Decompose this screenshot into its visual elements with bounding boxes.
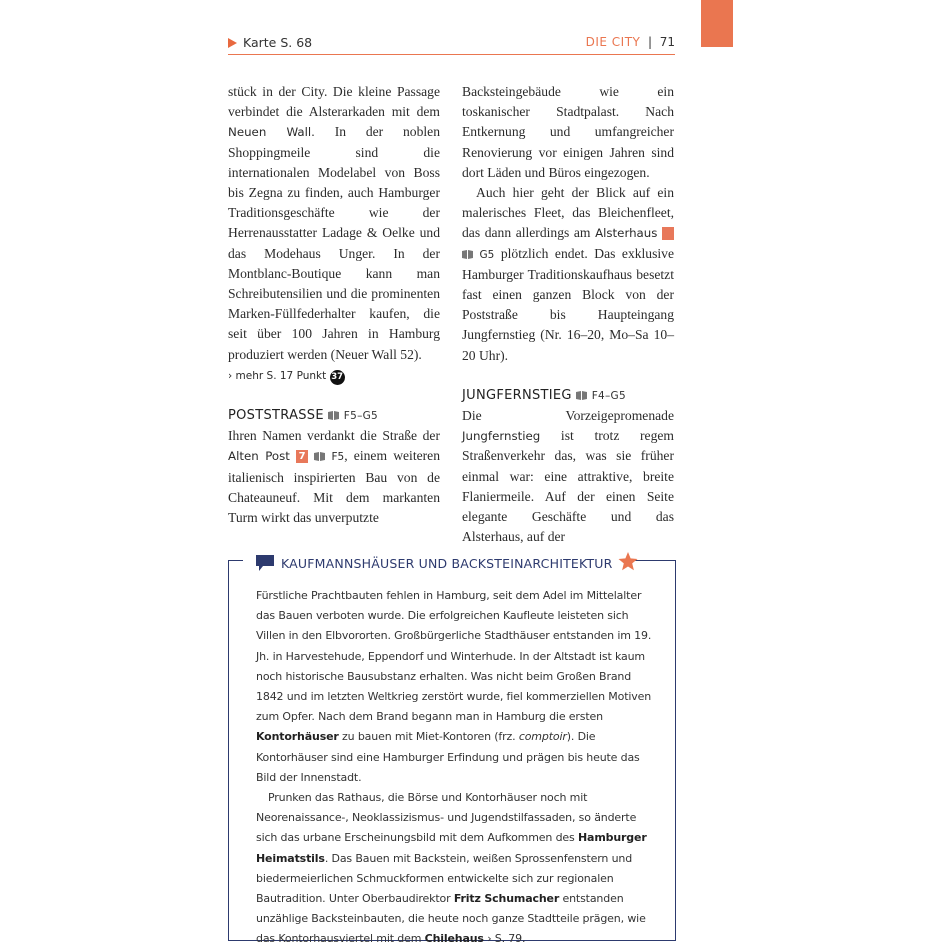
highlight-term: Hamburger Heimatstils	[256, 831, 647, 865]
text-column-right	[462, 82, 683, 547]
text: Ihren Namen verdankt die Straße der	[228, 428, 440, 444]
text: stück in der City. Die kleine Passage verbindet die Alsterarkaden mit dem	[228, 84, 440, 120]
highlight-term: Kontorhäuser	[256, 730, 339, 744]
more-reference-label: › mehr S. 17 Punkt	[228, 369, 327, 382]
place-name: Alten Post	[228, 449, 290, 464]
sight-number-badge: 7	[296, 450, 308, 463]
text-column-left	[228, 82, 440, 528]
text: zu bauen mit Miet-Kontoren (frz.	[338, 730, 519, 744]
map-book-icon	[328, 411, 339, 420]
page-number: 71	[659, 35, 675, 49]
place-name: Jungfernstieg	[462, 429, 541, 444]
text: › S. 79.	[483, 932, 526, 946]
sight-number-badge: 8	[662, 227, 674, 240]
separator: |	[648, 35, 653, 49]
point-number-badge: 37	[330, 370, 345, 385]
text: entstanden unzählige Backsteinbauten, die heute noch ganze Stadtteile prägen, wie das Kontorhausviertel mit dem	[256, 892, 646, 946]
place-name: Alsterhaus	[595, 226, 658, 241]
page-header	[228, 33, 675, 55]
map-reference[interactable]	[228, 35, 312, 50]
paragraph	[256, 788, 652, 950]
text: plötzlich endet. Das exklusive Hamburger Traditionskaufhaus besetzt fast einen ganzen Block von der Poststraße bis Haupteingang Jungfernstieg (Nr. 16–20, Mo–Sa 10–20 Uhr).	[462, 245, 675, 363]
section-heading	[462, 386, 674, 406]
text: Prunken das Rathaus, die Börse und Kontorhäuser noch mit Neorenaissance-, Neoklassizismus- und Jugendstilfassaden, so änderte sich das urbane Erscheinungsbild mit dem Aufkommen des	[256, 791, 637, 845]
running-head	[586, 35, 675, 49]
paragraph	[462, 183, 683, 366]
section-heading	[228, 406, 440, 426]
text: Fürstliche Prachtbauten fehlen in Hamburg, seit dem Adel im Mittelalter das Bauen verboten wurde. Die erfolgreichen Kaufleute leisteten sich Villen in den Elbvororten. Großbürgerliche Stadthäuser entstanden im 19. Jh. in Harvestehude, Eppendorf und Winterhude. In der Altstadt ist kaum noch historische Bausubstanz erhalten. Was nicht beim Großen Brand 1842 und im letzten Weltkrieg zerstört wurde, fiel kommerziellen Motiven zum Opfer. Nach dem Brand begann man in Hamburg die ersten	[256, 589, 652, 724]
map-book-icon	[576, 391, 587, 400]
arrow-icon	[228, 38, 237, 48]
grid-reference: F4–G5	[591, 389, 626, 402]
paragraph	[228, 426, 440, 528]
paragraph	[256, 586, 652, 788]
text: ist trotz regem Straßenverkehr das, was sie früher einmal war: eine attraktive, breite Flaniermeile. Auf der einen Seite elegante Geschäfte und das Alsterhaus, auf der	[462, 428, 674, 545]
paragraph: Backsteingebäude wie ein toskanischer Stadtpalast. Nach Entkernung und umfangreicher Renovierung vor einigen Jahren sind dort Läden und Büros eingezogen.	[462, 84, 674, 180]
heading-title: POSTSTRASSE	[228, 408, 324, 424]
speech-bubble-icon	[256, 555, 274, 571]
star-icon	[618, 552, 638, 571]
text: ). Die Kontorhäuser sind eine Hamburger Erfindung und prägen bis heute das Bild der Innenstadt.	[256, 730, 640, 784]
highlight-term: Chilehaus	[424, 932, 484, 946]
text: , einem weiteren italienisch inspirierten Bau von de Chateauneuf. Mit dem markanten Turm wirkt das unverputzte	[228, 448, 440, 526]
italic-term: comptoir	[518, 730, 567, 744]
more-reference[interactable]	[228, 365, 440, 386]
map-reference-label: Karte S. 68	[243, 35, 313, 50]
info-box-title	[256, 552, 638, 570]
text: . Das Bauen mit Backstein, weißen Sprossenfenstern und biedermeierlichen Schmuckformen entwickelte sich zur regionalen Bautradition. Unter Oberbaudirektor	[256, 851, 633, 906]
info-box-title-text: KAUFMANNSHÄUSER UND BACKSTEINARCHITEKTUR	[281, 556, 613, 571]
header-rule	[228, 54, 675, 55]
section-title: DIE CITY	[585, 35, 641, 49]
map-book-icon	[314, 452, 325, 461]
map-book-icon	[462, 250, 473, 259]
place-name: Neuen Wall.	[228, 125, 315, 140]
text: Die Vorzeigepromenade	[462, 408, 674, 424]
grid-reference: G5	[479, 248, 495, 261]
heading-title: JUNGFERNSTIEG	[462, 387, 572, 403]
text: Auch hier geht der Blick auf ein malerisches Fleet, das Bleichenfleet, das dann allerdings am	[462, 185, 674, 241]
page-tab-marker	[701, 0, 733, 47]
highlight-term: Fritz Schumacher	[453, 892, 560, 906]
grid-reference: F5–G5	[343, 410, 379, 423]
grid-reference: F5	[331, 451, 345, 464]
info-box-body	[256, 586, 652, 950]
paragraph	[462, 406, 674, 547]
text: In der noblen Shoppingmeile sind die internationalen Modelabel von Boss bis Zegna zu finden, auch Hamburger Traditionsgeschäfte wie der Herrenausstatter Ladage & Oelke und das Modehaus Unger. In der Montblanc-Boutique kann man Schreibutensilien und die prominenten Marken-Füllfederhalter kaufen, die seit über 100 Jahren in Hamburg produziert werden (Neuer Wall 52).	[228, 124, 440, 362]
paragraph	[228, 82, 440, 365]
